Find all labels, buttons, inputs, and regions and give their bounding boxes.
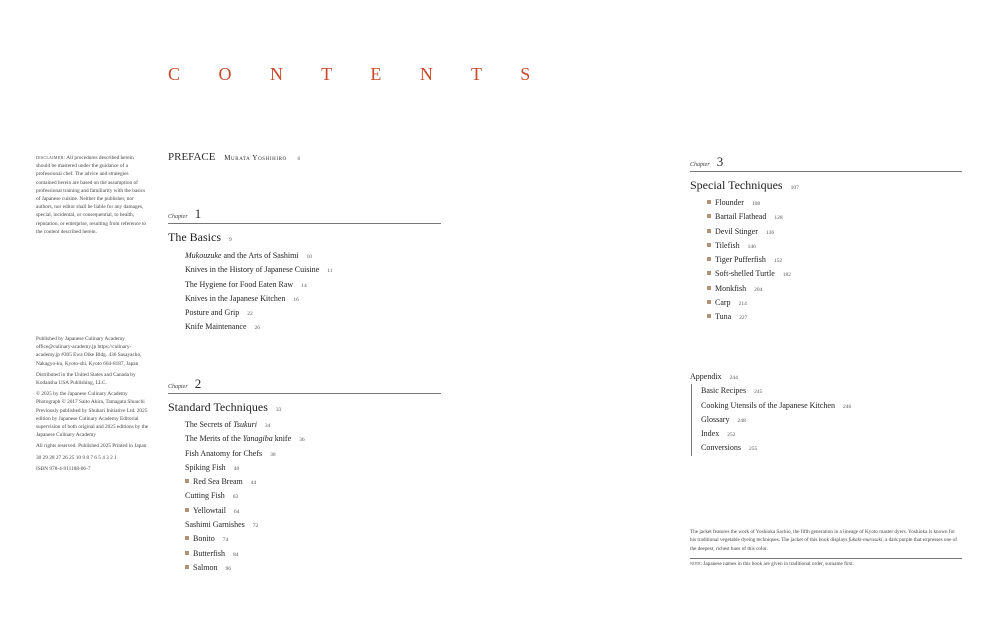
toc-entry[interactable] <box>707 282 962 296</box>
imprint <box>36 335 150 476</box>
bullet-square-icon <box>185 536 189 540</box>
imprint-publisher: Published by Japanese Culinary Academy office@culinary-academy.jp https://culinary-academy.jp #305 Ewa Oike Bldg. 436 Sasayacho, Nakagyo-ku, Kyoto-shi, Kyoto 604-8187, Japan <box>36 336 142 367</box>
toc-entry[interactable] <box>185 561 441 575</box>
page-number: 38 <box>270 451 276 458</box>
page-number: 63 <box>232 494 239 501</box>
page-number: 107 <box>790 185 799 191</box>
imprint-copyright: © 2025 by the Japanese Culinary Academy Photograph © 2017 Saito Akira, Tamagata Shuuchi Previously published by Shuhari Initiative Ltd. 2025 edition by Japanese Culinary Academy Editorial supervision of both original and 2025 editions by the Japanese Culinary Academy <box>36 391 149 439</box>
chapter-label: Chapter <box>168 384 188 390</box>
imprint-distribution: Distributed in the United States and Canada by Kodansha USA Publishing, LLC. <box>36 371 136 387</box>
toc-entry[interactable] <box>701 441 962 455</box>
page-number: 36 <box>299 437 305 444</box>
toc-entry[interactable] <box>707 253 962 267</box>
chapter-3-list <box>690 196 962 325</box>
entry-text: Bonito <box>193 534 215 544</box>
toc-entry[interactable] <box>185 532 441 546</box>
page-number: 96 <box>225 565 231 572</box>
bullet-square-icon <box>185 551 189 555</box>
note-text: Japanese names in this book are given in traditional order, surname first. <box>703 561 854 567</box>
toc-entry[interactable] <box>707 267 962 281</box>
entry-italic: Mukouzuke <box>185 251 222 260</box>
page-number: 22 <box>247 311 253 318</box>
page-number: 84 <box>233 551 239 558</box>
bullet-square-icon <box>707 286 711 290</box>
chapter-3 <box>690 151 962 325</box>
toc-entry[interactable] <box>707 210 962 224</box>
toc-entry[interactable] <box>701 413 962 427</box>
page-number: 16 <box>293 296 299 303</box>
bullet-square-icon <box>707 229 711 233</box>
bullet-square-icon <box>707 314 711 318</box>
entry-text: The Merits of the <box>185 434 243 444</box>
preface-entry[interactable] <box>168 151 300 163</box>
chapter-2 <box>168 373 441 575</box>
chapter-1-heading <box>168 203 441 222</box>
imprint-printing-line: 30 29 28 27 26 25 10 9 8 7 6 5 4 3 2 1 <box>36 454 117 461</box>
toc-entry[interactable] <box>701 427 962 441</box>
toc-entry[interactable] <box>185 489 441 503</box>
entry-text: Butterfish <box>193 548 225 558</box>
entry-text: Flounder <box>715 198 744 207</box>
toc-entry[interactable] <box>707 239 962 253</box>
appendix-title: Appendix <box>690 372 722 381</box>
page-number: 74 <box>222 537 229 544</box>
toc-entry[interactable] <box>185 418 441 432</box>
entry-text: Posture and Grip <box>185 308 240 318</box>
chapter-2-heading <box>168 373 441 392</box>
names-note <box>690 561 854 567</box>
entry-text: Conversions <box>701 443 741 453</box>
page-number: 146 <box>747 243 756 250</box>
toc-entry[interactable] <box>707 296 962 310</box>
entry-text: Tilefish <box>715 240 740 250</box>
toc-entry[interactable] <box>185 518 441 532</box>
chapter-label: Chapter <box>690 162 710 168</box>
bullet-square-icon <box>707 257 711 261</box>
page-number: 10 <box>306 254 313 260</box>
toc-entry[interactable] <box>185 263 441 277</box>
toc-entry[interactable] <box>707 310 962 324</box>
page-number: 11 <box>327 268 333 275</box>
jacket-text-end: , a dark purple that expresses one of the deepest, richest hues of this color. <box>690 537 958 552</box>
page-number: 26 <box>254 325 261 332</box>
note-lead: note: <box>690 561 703 567</box>
chapter-rule <box>690 171 962 172</box>
preface-author: Murata Yoshihiro <box>224 154 287 162</box>
toc-entry[interactable] <box>185 447 441 461</box>
page-number: 227 <box>739 315 748 322</box>
page-number: 204 <box>754 286 763 293</box>
disclaimer <box>36 154 148 236</box>
disclaimer-lead: disclaimer: <box>36 155 66 161</box>
disclaimer-text: All procedures described herein should be mastered under the guidance of a professional chef. The advice and strategies contained herein are based on the assumption of professional training and familiarity with the basics of Japanese cuisine. Neither the publisher, nor authors, nor editor shall be liable for any damages, special, incidental, or consequential, to health, reputation, or enterprise, resulting from reference to the content described herein. <box>36 155 147 235</box>
entry-text: Cutting Fish <box>185 491 225 501</box>
page-number: 64 <box>233 508 240 515</box>
entry-italic: Tsukuri <box>233 420 257 429</box>
page-number: 252 <box>727 432 736 439</box>
chapter-number: 2 <box>194 376 202 391</box>
chapter-rule <box>168 393 441 394</box>
page-number: 255 <box>749 446 758 453</box>
appendix <box>690 370 962 456</box>
entry-text: Tiger Pufferfish <box>715 255 766 265</box>
entry-text: Soft-shelled Turtle <box>715 269 775 279</box>
bullet-square-icon <box>707 214 711 218</box>
chapter-title: Special Techniques <box>690 178 783 192</box>
entry-text: Spiking Fish <box>185 462 226 472</box>
toc-entry[interactable] <box>185 461 441 475</box>
page-number: 33 <box>275 407 282 413</box>
chapter-title-entry[interactable] <box>168 400 441 415</box>
toc-entry[interactable] <box>707 225 962 239</box>
page-number: 72 <box>252 523 259 530</box>
chapter-title-entry[interactable] <box>690 178 962 193</box>
bullet-square-icon <box>185 508 189 512</box>
page-title: C O N T E N T S <box>168 64 548 84</box>
entry-text: The Hygiene for Food Eaten Raw <box>185 279 294 289</box>
chapter-1-list <box>168 249 441 335</box>
bullet-square-icon <box>185 479 189 483</box>
toc-entry[interactable] <box>185 320 441 334</box>
entry-text: Red Sea Bream <box>193 477 243 487</box>
page-number: 214 <box>738 301 747 308</box>
page-number: 182 <box>782 272 792 279</box>
entry-italic: Yanagiba <box>242 434 273 444</box>
chapter-number: 3 <box>716 154 724 169</box>
chapter-rule <box>168 223 441 224</box>
jacket-description <box>690 528 962 553</box>
page-number: 6 <box>297 156 301 162</box>
appendix-list <box>691 384 962 455</box>
toc-entry[interactable] <box>185 504 441 518</box>
entry-text: Knives in the Japanese Kitchen <box>185 293 286 303</box>
chapter-3-heading <box>690 151 962 170</box>
chapter-2-list <box>168 418 441 575</box>
entry-text: Bartail Flathead <box>715 212 767 222</box>
toc-entry[interactable] <box>701 384 962 398</box>
chapter-title-entry[interactable] <box>168 230 441 245</box>
entry-text: Knives in the History of Japanese Cuisine <box>185 265 320 275</box>
entry-text-after: knife <box>272 434 292 444</box>
jacket-text: The jacket features the work of Yoshioka Sachio, the fifth generation in a lineage of Kyoto master dyers. Yoshioka is known for his traditional vegetable dyeing techniques. The jacket of this book displays <box>690 529 955 544</box>
entry-text: Salmon <box>193 562 218 572</box>
chapter-1 <box>168 203 441 335</box>
page-number: 152 <box>773 258 783 265</box>
toc-entry[interactable] <box>185 475 441 489</box>
page-number: 136 <box>765 229 775 236</box>
entry-text: and the Arts of Sashimi <box>221 251 299 260</box>
page-number: 44 <box>250 480 257 487</box>
toc-entry[interactable] <box>185 278 441 292</box>
entry-text: Monkfish <box>715 283 747 293</box>
page-number: 244 <box>729 375 738 381</box>
bullet-square-icon <box>707 243 711 247</box>
chapter-label: Chapter <box>168 214 188 220</box>
entry-text: Devil Stinger <box>715 226 758 236</box>
bullet-square-icon <box>185 565 189 569</box>
toc-entry[interactable] <box>185 292 441 306</box>
entry-text: Sashimi Garnishes <box>185 520 245 530</box>
page-number: 248 <box>737 417 746 424</box>
divider <box>690 558 962 559</box>
preface-label: PREFACE <box>168 151 216 163</box>
page-number: 9 <box>229 237 232 243</box>
chapter-number: 1 <box>194 206 202 221</box>
bullet-square-icon <box>707 200 711 204</box>
entry-text: Knife Maintenance <box>185 322 247 332</box>
entry-text: Carp <box>715 298 731 308</box>
toc-entry[interactable] <box>185 306 441 320</box>
chapter-title: The Basics <box>168 230 221 244</box>
entry-text: Yellowtail <box>193 505 226 515</box>
page-number: 40 <box>233 465 240 472</box>
page-number: 108 <box>751 201 761 207</box>
toc-entry[interactable] <box>185 547 441 561</box>
entry-text: Basic Recipes <box>701 386 747 396</box>
entry-text: Tuna <box>715 312 732 322</box>
entry-text: Index <box>701 429 720 439</box>
imprint-rights: All rights reserved. Published 2025 Printed in Japan <box>36 443 147 450</box>
appendix-title-entry[interactable] <box>690 370 962 384</box>
entry-text: Fish Anatomy for Chefs <box>185 448 263 458</box>
page-number: 246 <box>842 403 852 410</box>
entry-text: The Secrets of <box>185 420 234 429</box>
entry-text: Glossary <box>701 414 730 424</box>
bullet-square-icon <box>707 271 711 275</box>
page-number: 34 <box>264 423 271 429</box>
jacket-italic: fukaki-murasaki <box>848 537 883 544</box>
page-number: 245 <box>754 389 763 396</box>
toc-entry[interactable] <box>707 196 962 210</box>
toc-entry[interactable] <box>701 399 962 413</box>
chapter-title: Standard Techniques <box>168 400 268 414</box>
entry-text: Cooking Utensils of the Japanese Kitchen <box>701 400 835 410</box>
bullet-square-icon <box>707 300 711 304</box>
toc-entry[interactable] <box>185 249 441 263</box>
toc-entry[interactable] <box>185 432 441 446</box>
imprint-isbn: ISBN 978-4-911188-06-7 <box>36 465 91 472</box>
page-number: 14 <box>301 282 307 289</box>
page-number: 128 <box>774 215 783 222</box>
